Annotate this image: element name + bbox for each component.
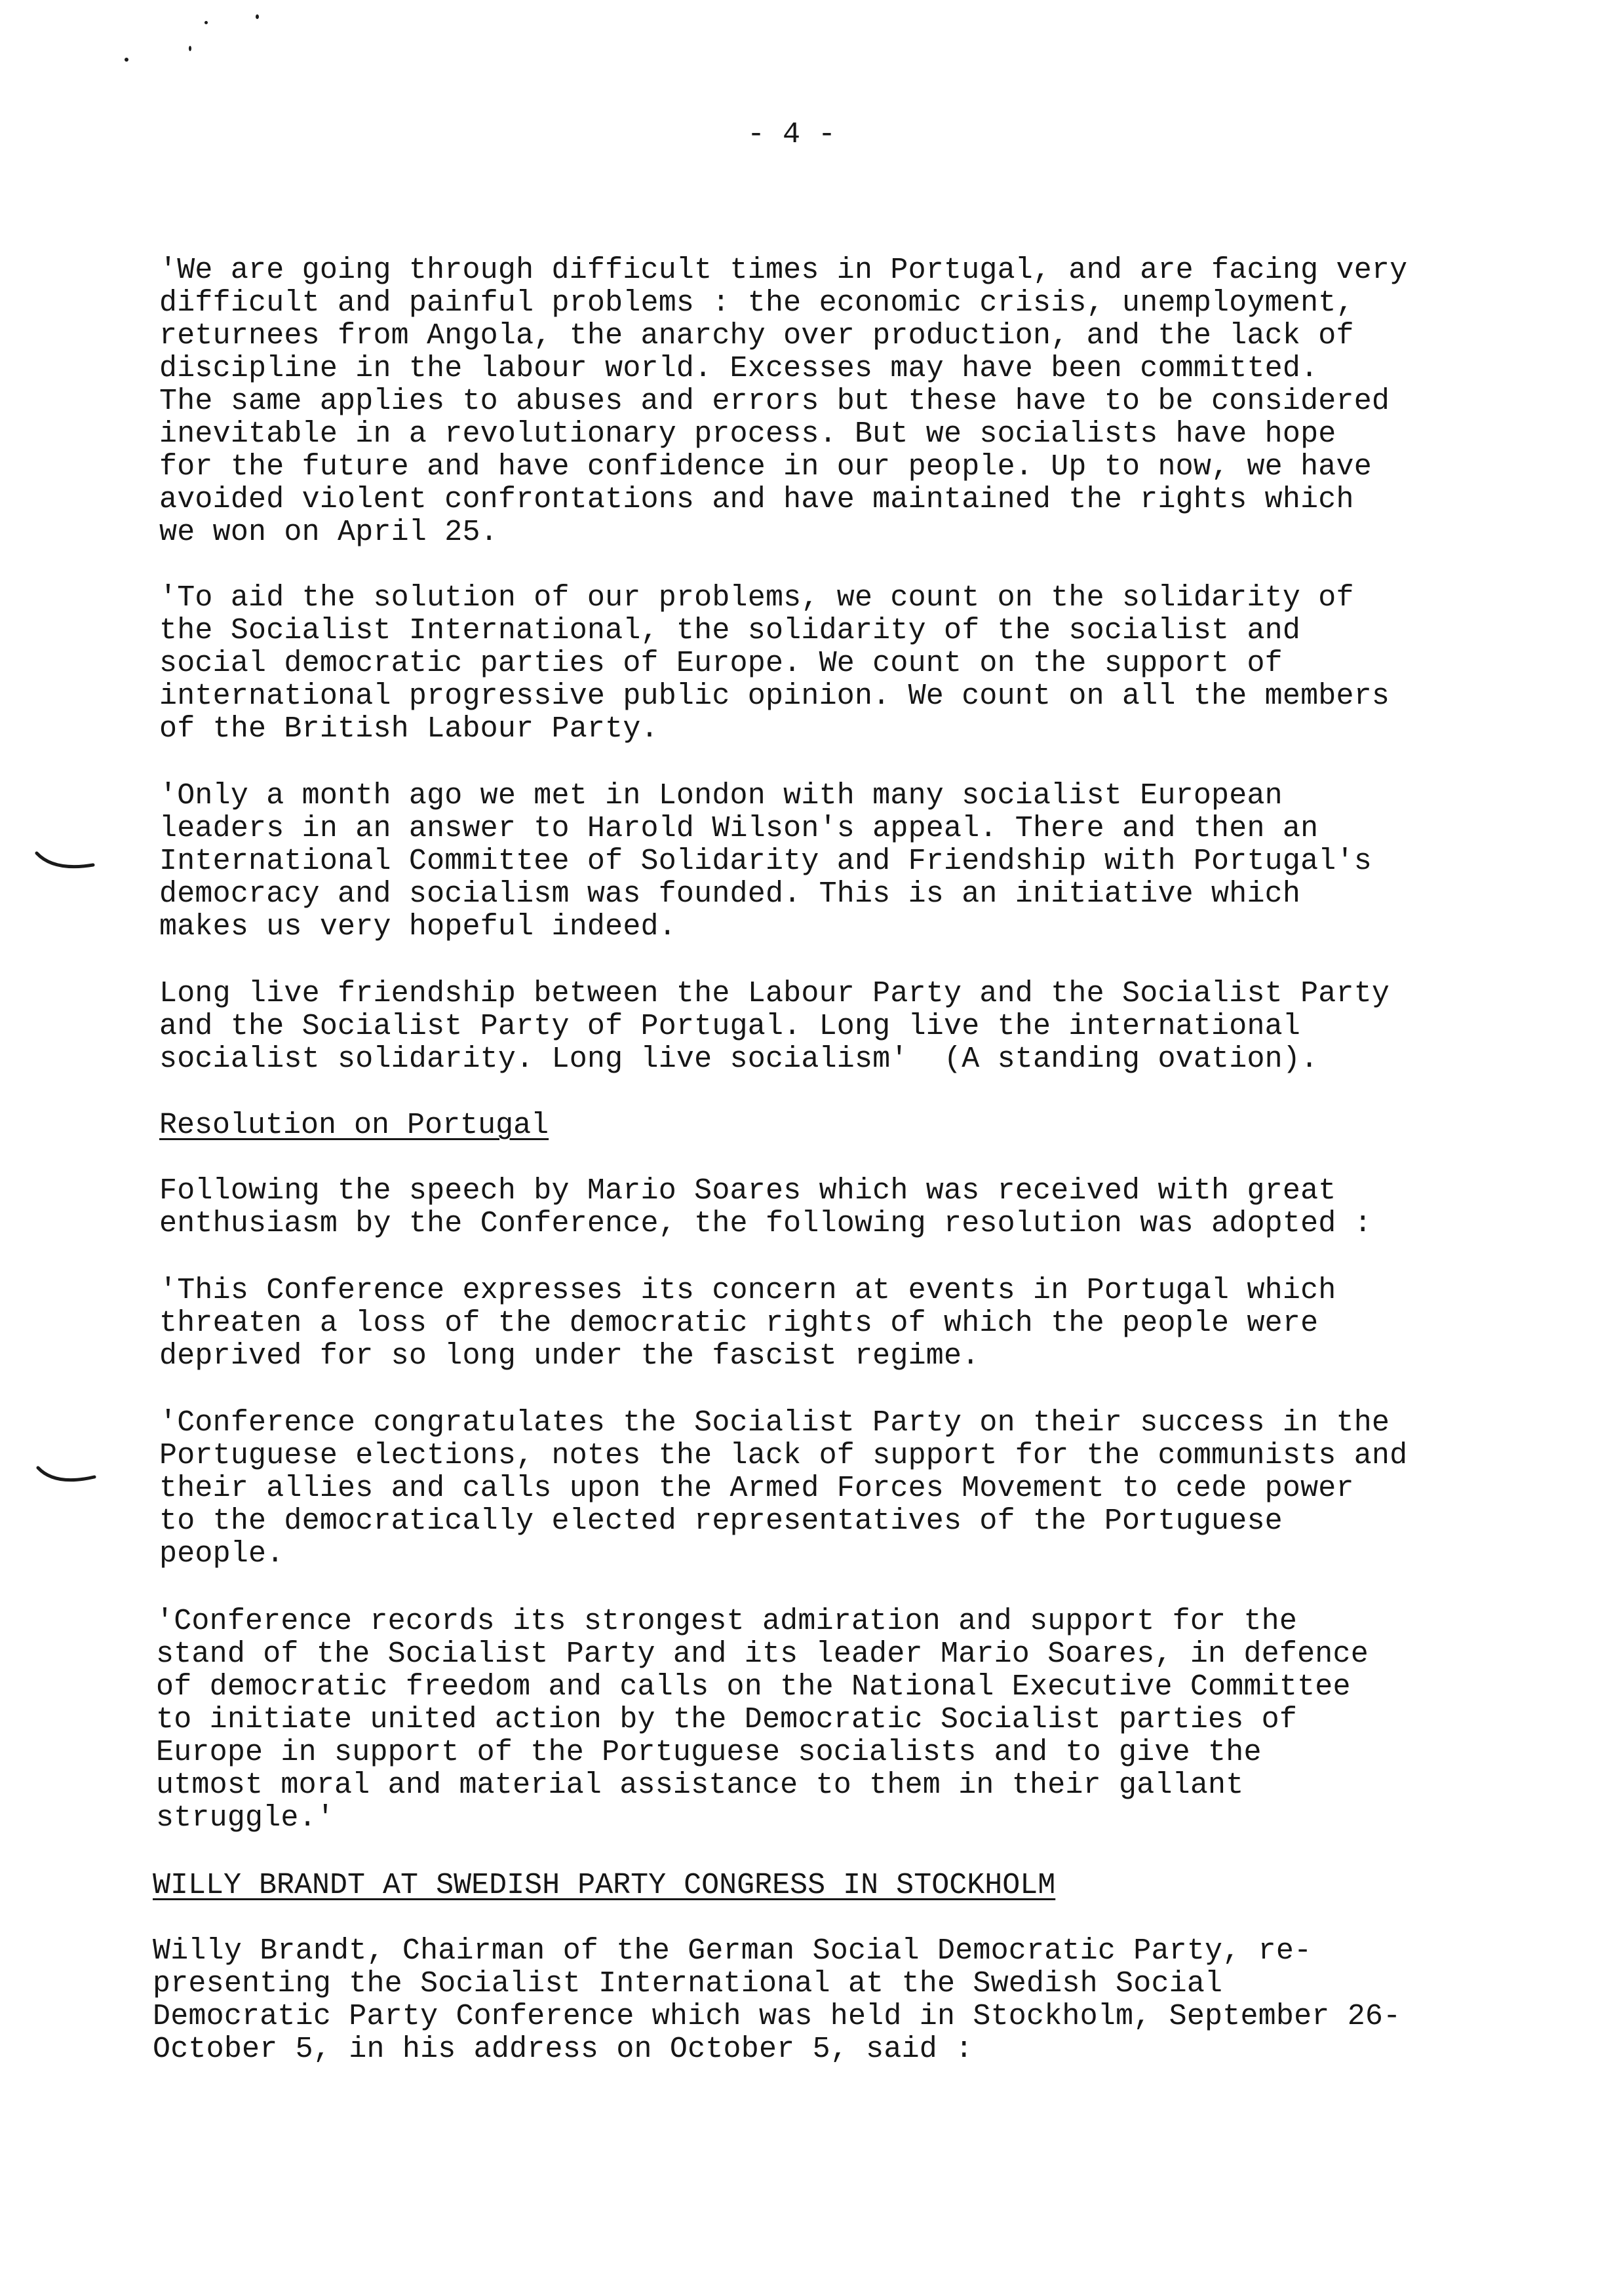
heading-resolution-on-portugal: Resolution on Portugal (159, 1109, 549, 1142)
heading-willy-brandt: WILLY BRANDT AT SWEDISH PARTY CONGRESS IN STOCKHOLM (153, 1869, 1056, 1902)
paragraph-conference-records: 'Conference records its strongest admiration and support for the stand of the Socialist Party and its leader Mario Soares, in defence of democratic freedom and calls on the National Executive Committee to initiate united action by the Democratic Socialist parties of Europe in support of the Portuguese socialists and to give the utmost moral and material assistance to them in their gallant struggle.' (156, 1605, 1369, 1835)
paragraph-conference-concern: 'This Conference expresses its concern at events in Portugal which threaten a loss of the democratic rights of which the people were deprived for so long under the fascist regime. (159, 1274, 1336, 1373)
paragraph-portugal-difficulties: 'We are going through difficult times in Portugal, and are facing very difficult and painful problems : the economic crisis, unemployment, returnees from Angola, the anarchy over production, and the lack of discipline in the labour world. Excesses may have been committed. The same applies to abuses and errors but these have to be considered inevitable in a revolutionary process. But we socialists have hope for the future and have confidence in our people. Up to now, we have avoided violent confrontations and have maintained the rights which we won on April 25. (159, 254, 1408, 549)
scan-speck (256, 14, 259, 19)
paragraph-following-speech: Following the speech by Mario Soares which was received with great enthusiasm by the Conference, the following resolution was adopted : (159, 1174, 1372, 1240)
paragraph-conference-congratulates: 'Conference congratulates the Socialist Party on their success in the Portuguese elections, notes the lack of support for the communists and their allies and calls upon the Armed Forces Movement to cede power to the democratically elected representatives of the Portuguese people. (159, 1406, 1408, 1571)
scan-speck (125, 58, 128, 62)
paragraph-solidarity: 'To aid the solution of our problems, we count on the solidarity of the Socialist International, the solidarity of the socialist and social democratic parties of Europe. We count on the support of international progressive public opinion. We count on all the members of the British Labour Party. (159, 581, 1390, 746)
paragraph-willy-brandt: Willy Brandt, Chairman of the German Social Democratic Party, re- presenting the Socialist International at the Swedish Social Democratic Party Conference which was held in Stockholm, September 26- October 5, in his address on October 5, said : (153, 1934, 1401, 2066)
page-number: - 4 - (747, 118, 836, 151)
margin-tick-mark (34, 849, 100, 882)
scan-speck (189, 46, 191, 51)
scan-speck (204, 21, 208, 24)
paragraph-london-meeting: 'Only a month ago we met in London with many socialist European leaders in an answer to Harold Wilson's appeal. There and then an International Committee of Solidarity and Friendship with Portugal's democracy and socialism was founded. This is an initiative which makes us very hopeful indeed. (159, 779, 1372, 944)
margin-tick-mark (35, 1464, 101, 1497)
paragraph-long-live: Long live friendship between the Labour Party and the Socialist Party and the Socialist Party of Portugal. Long live the international socialist solidarity. Long live socialism' (A standing ovation). (159, 977, 1390, 1076)
